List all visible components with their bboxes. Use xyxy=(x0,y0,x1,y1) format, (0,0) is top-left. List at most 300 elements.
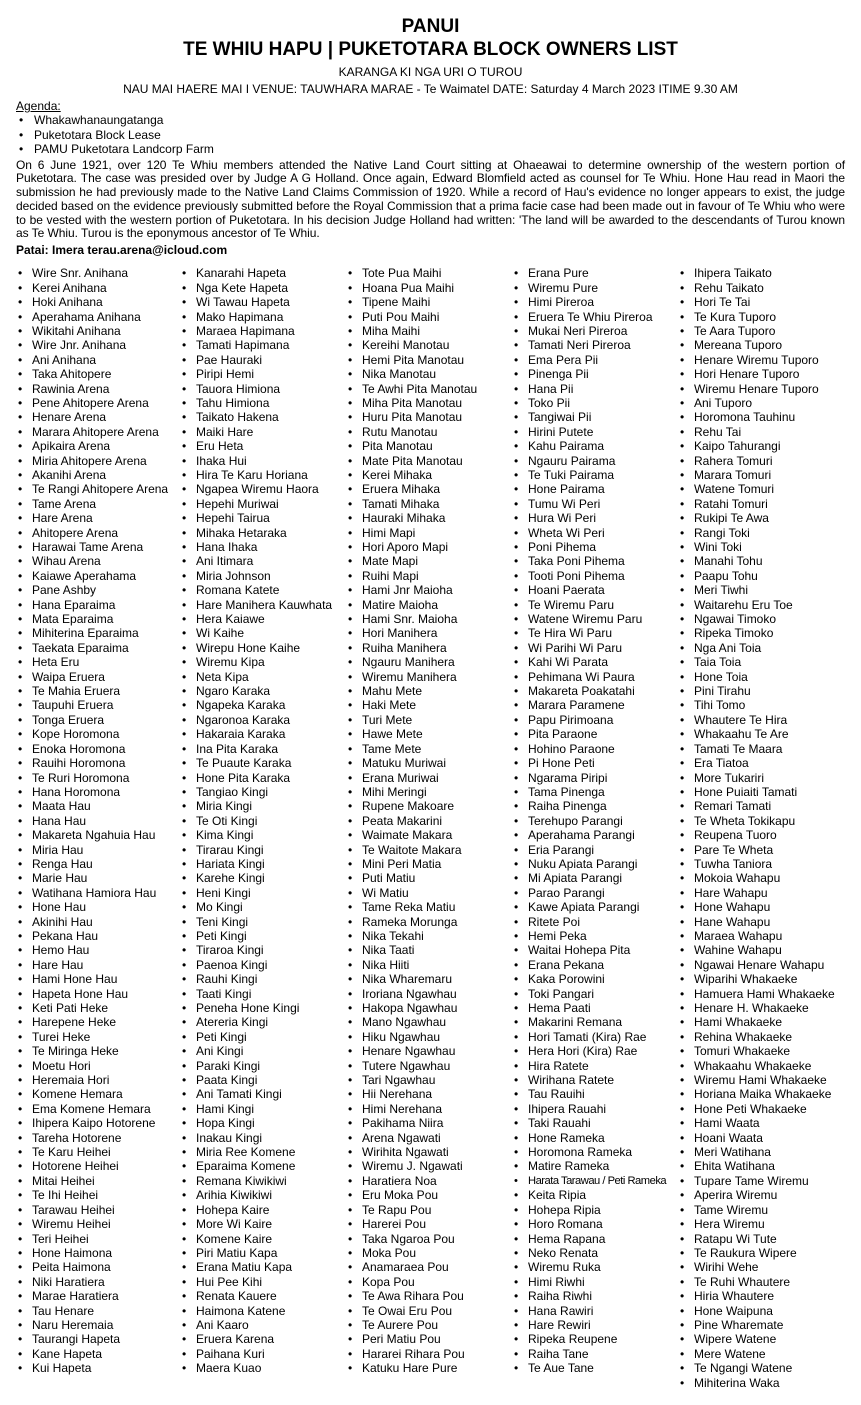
owner-name: • Kui Hapeta xyxy=(16,1361,168,1375)
owner-name: • Tangiao Kingi xyxy=(180,785,332,799)
owner-name: • Mate Mapi xyxy=(346,554,477,568)
owner-name: • Heta Eru xyxy=(16,655,168,669)
owner-name: • Hemi Pita Manotau xyxy=(346,353,477,367)
owner-name: • Piripi Hemi xyxy=(180,367,332,381)
owner-name: • Paata Kingi xyxy=(180,1073,332,1087)
owner-name: • Ruiha Manihera xyxy=(346,641,477,655)
owner-name: • Miria Ahitopere Arena xyxy=(16,454,168,468)
owner-name: • Peti Kingi xyxy=(180,929,332,943)
owner-name: • Taurangi Hapeta xyxy=(16,1332,168,1346)
owner-name: • Wihau Arena xyxy=(16,554,168,568)
owner-name: • Remari Tamati xyxy=(678,799,835,813)
owner-name: • Kima Kingi xyxy=(180,828,332,842)
owner-name: • Watene Wiremu Paru xyxy=(512,612,666,626)
owner-name: • Hone Puiaiti Tamati xyxy=(678,785,835,799)
owner-name: • Hii Nerehana xyxy=(346,1087,477,1101)
owner-name: • Waitarehu Eru Toe xyxy=(678,598,835,612)
owner-name: • Peita Haimona xyxy=(16,1260,168,1274)
owner-name: • Neko Renata xyxy=(512,1246,666,1260)
owner-name: • Taikato Hakena xyxy=(180,410,332,424)
owner-name: • Hana Pii xyxy=(512,382,666,396)
owner-name: • Matire Maioha xyxy=(346,598,477,612)
owner-name: • Te Waitote Makara xyxy=(346,843,477,857)
owner-name: • Tumu Wi Peri xyxy=(512,497,666,511)
owner-name: • Miria Kingi xyxy=(180,799,332,813)
owner-name: • Wini Toki xyxy=(678,540,835,554)
owner-name: • Reupena Tuoro xyxy=(678,828,835,842)
owner-name: • Marie Hau xyxy=(16,871,168,885)
owner-name: • Hare Hau xyxy=(16,958,168,972)
owner-name: • Hone Hau xyxy=(16,900,168,914)
owner-name: • Terehupo Parangi xyxy=(512,814,666,828)
owners-column-3 xyxy=(346,266,477,1375)
owner-name: • Pare Te Wheta xyxy=(678,843,835,857)
owner-name: • Wire Jnr. Anihana xyxy=(16,338,168,352)
owner-name: • Tomuri Whakaeke xyxy=(678,1044,835,1058)
agenda-item: • Puketotara Block Lease xyxy=(16,128,845,143)
owner-name: • Ani Itimara xyxy=(180,554,332,568)
owner-name: • Whautere Te Hira xyxy=(678,713,835,727)
owner-name: • Mini Peri Matia xyxy=(346,857,477,871)
owner-name: • Te Awhi Pita Manotau xyxy=(346,382,477,396)
owner-name: • Hone Toia xyxy=(678,670,835,684)
owner-name: • Miria Hau xyxy=(16,843,168,857)
owner-name: • Puti Pou Maihi xyxy=(346,310,477,324)
owner-name: • Rehu Tai xyxy=(678,425,835,439)
owner-name: • Ngauru Manihera xyxy=(346,655,477,669)
owner-name: • Te Aurere Pou xyxy=(346,1318,477,1332)
owner-name: • Hopa Kingi xyxy=(180,1116,332,1130)
owner-name: • Haimona Katene xyxy=(180,1304,332,1318)
owner-name: • Ihipera Rauahi xyxy=(512,1102,666,1116)
owner-name: • Wirepu Hone Kaihe xyxy=(180,641,332,655)
owner-name: • Rawinia Arena xyxy=(16,382,168,396)
owner-name: • Peri Matiu Pou xyxy=(346,1332,477,1346)
owner-name: • Ngawai Timoko xyxy=(678,612,835,626)
owner-name: • Mihi Meringi xyxy=(346,785,477,799)
owner-name: • Hare Wahapu xyxy=(678,886,835,900)
owner-name: • Romana Katete xyxy=(180,583,332,597)
owner-name: • Taia Toia xyxy=(678,655,835,669)
owner-name: • Ehita Watihana xyxy=(678,1159,835,1173)
owner-name: • Kanarahi Hapeta xyxy=(180,266,332,280)
owner-name: • Apikaira Arena xyxy=(16,439,168,453)
owner-name: • Mano Ngawhau xyxy=(346,1015,477,1029)
owner-name: • Hare Arena xyxy=(16,511,168,525)
owner-name: • Te Oti Kingi xyxy=(180,814,332,828)
owner-name: • Katuku Hare Pure xyxy=(346,1361,477,1375)
owner-name: • Tamati Neri Pireroa xyxy=(512,338,666,352)
owner-name: • Pehimana Wi Paura xyxy=(512,670,666,684)
owner-name: • Pine Wharemate xyxy=(678,1318,835,1332)
owner-name: • Wi Tawau Hapeta xyxy=(180,295,332,309)
owner-name: • Hiria Whautere xyxy=(678,1289,835,1303)
owner-name: • Peata Makarini xyxy=(346,814,477,828)
owner-name: • Karehe Kingi xyxy=(180,871,332,885)
owner-name: • Waitai Hohepa Pita xyxy=(512,943,666,957)
owner-name: • Toko Pii xyxy=(512,396,666,410)
owner-name: • Ani Kaaro xyxy=(180,1318,332,1332)
owner-name: • Maraea Wahapu xyxy=(678,929,835,943)
owner-name: • Tauora Himiona xyxy=(180,382,332,396)
owner-name: • Parao Parangi xyxy=(512,886,666,900)
owner-name: • Te Miringa Heke xyxy=(16,1044,168,1058)
owner-name: • Himi Pireroa xyxy=(512,295,666,309)
owner-name: • Marara Ahitopere Arena xyxy=(16,425,168,439)
owner-name: • Renata Kauere xyxy=(180,1289,332,1303)
owner-name: • Hami Whakaeke xyxy=(678,1015,835,1029)
agenda-heading: Agenda: xyxy=(16,99,61,113)
owners-column-1 xyxy=(16,266,168,1375)
owner-name: • Horomona Rameka xyxy=(512,1145,666,1159)
owner-name: • Te Rapu Pou xyxy=(346,1203,477,1217)
owner-name: • Henare Wiremu Tuporo xyxy=(678,353,835,367)
owner-name: • Haratiera Noa xyxy=(346,1174,477,1188)
owner-name: • Erana Pekana xyxy=(512,958,666,972)
owner-name: • Wiremu Hami Whakaeke xyxy=(678,1073,835,1087)
owner-name: • Mereana Tuporo xyxy=(678,338,835,352)
owner-name: • Peti Kingi xyxy=(180,1030,332,1044)
owner-name: • Marara Tomuri xyxy=(678,468,835,482)
owner-name: • Hohepa Ripia xyxy=(512,1203,666,1217)
owner-name: • Nika Hiiti xyxy=(346,958,477,972)
event-details: NAU MAI HAERE MAI I VENUE: TAUWHARA MARAE - Te Waimatel DATE: Saturday 4 March 2023 ITIME 9.30 AM xyxy=(123,82,738,96)
owner-name: • Te Raukura Wipere xyxy=(678,1246,835,1260)
owner-name: • Niki Haratiera xyxy=(16,1275,168,1289)
owner-name: • Taka Ngaroa Pou xyxy=(346,1232,477,1246)
agenda-list xyxy=(16,113,845,157)
owner-name: • Puti Matiu xyxy=(346,871,477,885)
owner-name: • Wiremu Kipa xyxy=(180,655,332,669)
owner-name: • Hamuera Hami Whakaeke xyxy=(678,987,835,1001)
owner-name: • Te Rangi Ahitopere Arena xyxy=(16,482,168,496)
owner-name: • Teni Kingi xyxy=(180,915,332,929)
owner-name: • Hana Eparaima xyxy=(16,598,168,612)
owner-name: • Keita Ripia xyxy=(512,1188,666,1202)
owner-name: • Paenoa Kingi xyxy=(180,958,332,972)
owner-name: • Hori Manihera xyxy=(346,626,477,640)
owner-name: • Horiana Maika Whakaeke xyxy=(678,1087,835,1101)
owner-name: • Harepene Heke xyxy=(16,1015,168,1029)
owner-name: • Tau Henare xyxy=(16,1304,168,1318)
owner-name: • Moka Pou xyxy=(346,1246,477,1260)
owner-name: • Tama Pinenga xyxy=(512,785,666,799)
owner-name: • Watene Tomuri xyxy=(678,482,835,496)
owner-name: • Hana Hau xyxy=(16,814,168,828)
owner-name: • Taati Kingi xyxy=(180,987,332,1001)
owner-name: • Harawai Tame Arena xyxy=(16,540,168,554)
owner-name: • Hone Pairama xyxy=(512,482,666,496)
owner-name: • Te Mahia Eruera xyxy=(16,684,168,698)
owner-name: • Ani Tamati Kingi xyxy=(180,1087,332,1101)
owner-name: • Hami Kingi xyxy=(180,1102,332,1116)
owner-name: • Wiremu Pure xyxy=(512,281,666,295)
owner-name: • Erana Pure xyxy=(512,266,666,280)
owner-name: • Hirini Putete xyxy=(512,425,666,439)
owner-name: • Te Owai Eru Pou xyxy=(346,1304,477,1318)
owner-name: • Te Ruri Horomona xyxy=(16,771,168,785)
owner-name: • Mihiterina Waka xyxy=(678,1376,835,1390)
owner-name: • Keti Pati Heke xyxy=(16,1001,168,1015)
owner-name: • Arihia Kiwikiwi xyxy=(180,1188,332,1202)
owner-name: • Turi Mete xyxy=(346,713,477,727)
owner-name: • Hotorene Heihei xyxy=(16,1159,168,1173)
owner-name: • Pita Paraone xyxy=(512,727,666,741)
owner-name: • Anamaraea Pou xyxy=(346,1260,477,1274)
owner-name: • Tihi Tomo xyxy=(678,698,835,712)
owner-name: • Taupuhi Eruera xyxy=(16,698,168,712)
owner-name: • Ema Pera Pii xyxy=(512,353,666,367)
owner-name: • Rameka Morunga xyxy=(346,915,477,929)
owner-name: • Rauihi Horomona xyxy=(16,756,168,770)
owner-name: • Wikitahi Anihana xyxy=(16,324,168,338)
owner-name: • Tau Rauihi xyxy=(512,1087,666,1101)
owner-name: • Te Hira Wi Paru xyxy=(512,626,666,640)
owner-name: • Ngauru Pairama xyxy=(512,454,666,468)
owner-name: • Peneha Hone Kingi xyxy=(180,1001,332,1015)
owner-name: • Piri Matiu Kapa xyxy=(180,1246,332,1260)
owner-name: • Tupare Tame Wiremu xyxy=(678,1174,835,1188)
owner-name: • Toki Pangari xyxy=(512,987,666,1001)
owner-name: • Makareta Ngahuia Hau xyxy=(16,828,168,842)
owner-name: • Makarini Remana xyxy=(512,1015,666,1029)
owner-name: • Maata Hau xyxy=(16,799,168,813)
owner-name: • Hema Rapana xyxy=(512,1232,666,1246)
owner-name: • Kaipo Tahurangi xyxy=(678,439,835,453)
owner-name: • Tareha Hotorene xyxy=(16,1131,168,1145)
owner-name: • Pakihama Niira xyxy=(346,1116,477,1130)
owner-name: • Hohepa Kaire xyxy=(180,1203,332,1217)
owner-name: • Wi Kaihe xyxy=(180,626,332,640)
owner-name: • Hararei Rihara Pou xyxy=(346,1347,477,1361)
owner-name: • Moetu Hori xyxy=(16,1059,168,1073)
owner-name: • Ratahi Tomuri xyxy=(678,497,835,511)
owner-name: • Tame Wiremu xyxy=(678,1203,835,1217)
owner-name: • Tote Pua Maihi xyxy=(346,266,477,280)
owner-name: • Ripeka Timoko xyxy=(678,626,835,640)
owner-name: • Teri Heihei xyxy=(16,1232,168,1246)
owners-column-4 xyxy=(512,266,666,1375)
owner-name: • Pini Tirahu xyxy=(678,684,835,698)
owners-list xyxy=(16,266,845,1396)
karanga-line: KARANGA KI NGA URI O TUROU xyxy=(338,65,523,79)
owner-name: • Hera Wiremu xyxy=(678,1217,835,1231)
agenda-item: • PAMU Puketotara Landcorp Farm xyxy=(16,142,845,157)
owner-name: • Ahitopere Arena xyxy=(16,526,168,540)
owner-name: • Whakaahu Te Are xyxy=(678,727,835,741)
owner-name: • Matire Rameka xyxy=(512,1159,666,1173)
owner-name: • Kahi Wi Parata xyxy=(512,655,666,669)
owner-name: • Erana Muriwai xyxy=(346,771,477,785)
owner-name: • Wipere Watene xyxy=(678,1332,835,1346)
owner-name: • Rehu Taikato xyxy=(678,281,835,295)
owner-name: • Papu Pirimoana xyxy=(512,713,666,727)
owner-name: • Enoka Horomona xyxy=(16,742,168,756)
owner-name: • Nika Taati xyxy=(346,943,477,957)
owner-name: • Hami Snr. Maioha xyxy=(346,612,477,626)
owner-name: • Te Wheta Tokikapu xyxy=(678,814,835,828)
owner-name: • Hori Henare Tuporo xyxy=(678,367,835,381)
owner-name: • Wiremu Heihei xyxy=(16,1217,168,1231)
owner-name: • Maiki Hare xyxy=(180,425,332,439)
owner-name: • Te Wiremu Paru xyxy=(512,598,666,612)
owner-name: • Hepehi Tairua xyxy=(180,511,332,525)
owner-name: • Mokoia Wahapu xyxy=(678,871,835,885)
owner-name: • Wiremu Manihera xyxy=(346,670,477,684)
owner-name: • Tame Mete xyxy=(346,742,477,756)
owner-name: • Waimate Makara xyxy=(346,828,477,842)
owner-name: • Miha Maihi xyxy=(346,324,477,338)
owner-name: • Hana Rawiri xyxy=(512,1304,666,1318)
owner-name: • Ema Komene Hemara xyxy=(16,1102,168,1116)
owner-name: • Remana Kiwikiwi xyxy=(180,1174,332,1188)
owner-name: • Wirihita Ngawati xyxy=(346,1145,477,1159)
owner-name: • Hana Horomona xyxy=(16,785,168,799)
owner-name: • Mako Hapimana xyxy=(180,310,332,324)
owner-name: • Raiha Pinenga xyxy=(512,799,666,813)
owner-name: • Eru Heta xyxy=(180,439,332,453)
owner-name: • Hiku Ngawhau xyxy=(346,1030,477,1044)
owner-name: • Renga Hau xyxy=(16,857,168,871)
owner-name: • Tiraroa Kingi xyxy=(180,943,332,957)
owner-name: • Eruera Mihaka xyxy=(346,482,477,496)
owner-name: • Eparaima Komene xyxy=(180,1159,332,1173)
owner-name: • Hakopa Ngawhau xyxy=(346,1001,477,1015)
owner-name: • Ripeka Reupene xyxy=(512,1332,666,1346)
owner-name: • Kawe Apiata Parangi xyxy=(512,900,666,914)
contact-line: Patai: Imera terau.arena@icloud.com xyxy=(16,243,228,258)
owner-name: • Aperahama Anihana xyxy=(16,310,168,324)
notice-subtitle: TE WHIU HAPU | PUKETOTARA BLOCK OWNERS LIST xyxy=(183,39,678,60)
owner-name: • Paraki Kingi xyxy=(180,1059,332,1073)
owner-name: • Hauraki Mihaka xyxy=(346,511,477,525)
owner-name: • Mo Kingi xyxy=(180,900,332,914)
agenda-item: • Whakawhanaungatanga xyxy=(16,113,845,128)
owner-name: • Aperira Wiremu xyxy=(678,1188,835,1202)
owner-name: • Tamati Hapimana xyxy=(180,338,332,352)
owner-name: • Hira Ratete xyxy=(512,1059,666,1073)
owner-name: • Hera Kaiawe xyxy=(180,612,332,626)
owner-name: • Hemo Hau xyxy=(16,943,168,957)
history-paragraph: On 6 June 1921, over 120 Te Whiu members attended the Native Land Court sitting at Ohaeawai to determine ownership of the western portion of Puketotara. The case was presided over by Judge A G Holland. Once again, Edward Blomfield acted as counsel for Te Whiu. Hone Hau read in Maori the submission he had previously made to the Native Land Claims Commission of 1920. While a record of Hau's evidence no longer appears to exist, the judge decided based on the evidence previously submitted before the Royal Commission that a prima facie case had been made out in favour of Te Whiu who were to be vested with the western portion of Puketotara. In his decision Judge Holland had written: 'The land will be awarded to the descendants of Turou known as Te Whiu. Turou is the eponymous ancestor of Te Whiu. xyxy=(16,157,845,241)
owner-name: • Hepehi Muriwai xyxy=(180,497,332,511)
owner-name: • Hapeta Hone Hau xyxy=(16,987,168,1001)
owner-name: • Taka Poni Pihema xyxy=(512,554,666,568)
owner-name: • Nuku Apiata Parangi xyxy=(512,857,666,871)
owner-name: • Wiremu J. Ngawati xyxy=(346,1159,477,1173)
owner-name: • Miria Ree Komene xyxy=(180,1145,332,1159)
owner-name: • Te Ruhi Whautere xyxy=(678,1275,835,1289)
owner-name: • Kerei Mihaka xyxy=(346,468,477,482)
owner-name: • Mitai Heihei xyxy=(16,1174,168,1188)
owner-name: • Marae Haratiera xyxy=(16,1289,168,1303)
owner-name: • Poni Pihema xyxy=(512,540,666,554)
owner-name: • Kahu Pairama xyxy=(512,439,666,453)
owner-name: • Hema Paati xyxy=(512,1001,666,1015)
owner-name: • Whakaahu Whakaeke xyxy=(678,1059,835,1073)
owner-name: • Wiremu Henare Tuporo xyxy=(678,382,835,396)
owner-name: • Paapu Tohu xyxy=(678,569,835,583)
owner-name: • Ihipera Kaipo Hotorene xyxy=(16,1116,168,1130)
owner-name: • Hera Hori (Kira) Rae xyxy=(512,1044,666,1058)
owner-name: • Inakau Kingi xyxy=(180,1131,332,1145)
owner-name: • Pekana Hau xyxy=(16,929,168,943)
owner-name: • Rehina Whakaeke xyxy=(678,1030,835,1044)
owner-name: • Maera Kuao xyxy=(180,1361,332,1375)
owner-name: • Te Tuki Pairama xyxy=(512,468,666,482)
owner-name: • Pita Manotau xyxy=(346,439,477,453)
owner-name: • Turei Heke xyxy=(16,1030,168,1044)
owner-name: • Hami Waata xyxy=(678,1116,835,1130)
owner-name: • Te Kura Tuporo xyxy=(678,310,835,324)
owner-name: • Pinenga Pii xyxy=(512,367,666,381)
owner-name: • Neta Kipa xyxy=(180,670,332,684)
owner-name: • Tari Ngawhau xyxy=(346,1073,477,1087)
owner-name: • Wire Snr. Anihana xyxy=(16,266,168,280)
owner-name: • Eria Parangi xyxy=(512,843,666,857)
owner-name: • Ruihi Mapi xyxy=(346,569,477,583)
owner-name: • Raiha Tane xyxy=(512,1347,666,1361)
owner-name: • Hawe Mete xyxy=(346,727,477,741)
owner-name: • Hami Jnr Maioha xyxy=(346,583,477,597)
owner-name: • Ngawai Henare Wahapu xyxy=(678,958,835,972)
owner-name: • Henare Ngawhau xyxy=(346,1044,477,1058)
owner-name: • Haki Mete xyxy=(346,698,477,712)
owner-name: • Harerei Pou xyxy=(346,1217,477,1231)
owner-name: • Mi Apiata Parangi xyxy=(512,871,666,885)
owner-name: • Wirihi Wehe xyxy=(678,1260,835,1274)
owner-name: • Miha Pita Manotau xyxy=(346,396,477,410)
owner-name: • Hoani Paerata xyxy=(512,583,666,597)
owner-name: • Wi Matiu xyxy=(346,886,477,900)
owner-name: • Makareta Poakatahi xyxy=(512,684,666,698)
owner-name: • Nga Ani Toia xyxy=(678,641,835,655)
owner-name: • Akinihi Hau xyxy=(16,915,168,929)
owner-name: • Tooti Poni Pihema xyxy=(512,569,666,583)
owner-name: • Ngarama Piripi xyxy=(512,771,666,785)
owner-name: • Nika Manotau xyxy=(346,367,477,381)
owner-name: • Tipene Maihi xyxy=(346,295,477,309)
owner-name: • Pi Hone Peti xyxy=(512,756,666,770)
owner-name: • Tahu Himiona xyxy=(180,396,332,410)
owner-name: • Ihipera Taikato xyxy=(678,266,835,280)
owner-name: • Taekata Eparaima xyxy=(16,641,168,655)
owner-name: • Hone Waipuna xyxy=(678,1304,835,1318)
owner-name: • Eruera Te Whiu Pireroa xyxy=(512,310,666,324)
owner-name: • Rutu Manotau xyxy=(346,425,477,439)
owner-name: • Eruera Karena xyxy=(180,1332,332,1346)
owner-name: • Wiparihi Whakaeke xyxy=(678,972,835,986)
owner-name: • Hori Tamati (Kira) Rae xyxy=(512,1030,666,1044)
owner-name: • Taka Ahitopere xyxy=(16,367,168,381)
owner-name: • Hoana Pua Maihi xyxy=(346,281,477,295)
owner-name: • Hami Hone Hau xyxy=(16,972,168,986)
owner-name: • Ina Pita Karaka xyxy=(180,742,332,756)
owner-name: • Hone Haimona xyxy=(16,1246,168,1260)
owner-name: • Atereria Kingi xyxy=(180,1015,332,1029)
owner-name: • Hare Manihera Kauwhata xyxy=(180,598,332,612)
owner-name: • Era Tiatoa xyxy=(678,756,835,770)
owner-name: • Ngaro Karaka xyxy=(180,684,332,698)
owner-name: • Maraea Hapimana xyxy=(180,324,332,338)
owner-name: • Horomona Tauhinu xyxy=(678,410,835,424)
owner-name: • Hori Aporo Mapi xyxy=(346,540,477,554)
owner-name: • Kaka Porowini xyxy=(512,972,666,986)
owner-name: • Mata Eparaima xyxy=(16,612,168,626)
owner-name: • Huru Pita Manotau xyxy=(346,410,477,424)
owner-name: • Pene Ahitopere Arena xyxy=(16,396,168,410)
owner-name: • Rauhi Kingi xyxy=(180,972,332,986)
